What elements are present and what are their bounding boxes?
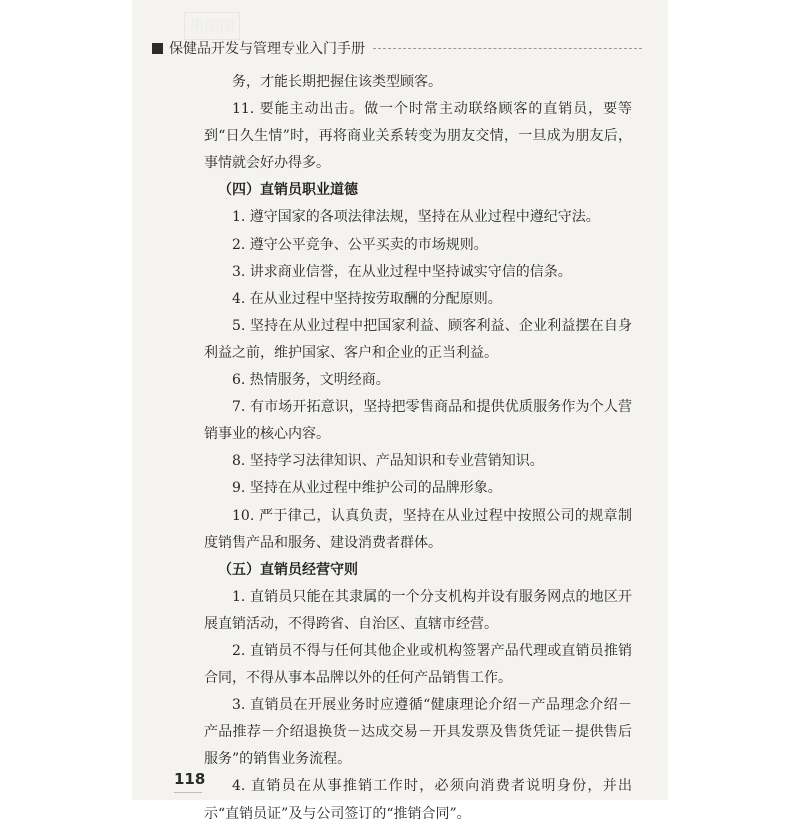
- page-number-rule: [174, 792, 202, 793]
- body-paragraph: 5. 坚持在从业过程中把国家利益、顾客利益、企业利益摆在自身利益之前，维护国家、客户和企业的正当利益。: [204, 317, 632, 361]
- header-dotted-rule: [373, 48, 642, 49]
- body-paragraph: 务，才能长期把握住该类型顾客。: [232, 74, 442, 90]
- book-page: [132, 0, 668, 822]
- page-body: [204, 69, 632, 828]
- watermark-mark: 果国国: [184, 12, 240, 40]
- body-paragraph: 10. 严于律己，认真负责，坚持在从业过程中按照公司的规章制度销售产品和服务、建设消费者群体。: [204, 507, 632, 551]
- body-paragraph: 8. 坚持学习法律知识、产品知识和专业营销知识。: [232, 453, 544, 470]
- body-paragraph: 3. 讲求商业信誉，在从业过程中坚持诚实守信的信条。: [232, 263, 572, 280]
- body-paragraph: 3. 直销员在开展业务时应遵循“健康理论介绍－产品理念介绍－产品推荐－介绍退换货－达成交易－开具发票及售货凭证－提供售后服务”的销售业务流程。: [204, 697, 632, 768]
- section-heading: （五）直销员经营守则: [218, 561, 358, 578]
- running-header: [152, 37, 642, 59]
- header-square-icon: [152, 43, 163, 54]
- body-paragraph: 11. 要能主动出击。做一个时常主动联络顾客的直销员，要等到“日久生情”时，再将商业关系转变为朋友交情，一旦成为朋友后，事情就会好办得多。: [204, 101, 632, 172]
- body-paragraph: 2. 直销员不得与任何其他企业或机构签署产品代理或直销员推销合同，不得从事本品牌以外的任何产品销售工作。: [204, 642, 632, 687]
- section-heading: （四）直销员职业道德: [218, 182, 358, 199]
- body-paragraph: 9. 坚持在从业过程中维护公司的品牌形象。: [232, 480, 502, 497]
- body-paragraph: 1. 遵守国家的各项法律法规，坚持在从业过程中遵纪守法。: [232, 209, 600, 226]
- body-paragraph: 4. 在从业过程中坚持按劳取酬的分配原则。: [232, 290, 502, 307]
- body-paragraph: 6. 热情服务，文明经商。: [232, 372, 390, 389]
- body-paragraph: 1. 直销员只能在其隶属的一个分支机构并设有服务网点的地区开展直销活动，不得跨省、自治区、直辖市经营。: [204, 588, 632, 632]
- page-number: 118: [174, 770, 206, 788]
- header-title: 保健品开发与管理专业入门手册: [169, 41, 365, 57]
- body-paragraph: 7. 有市场开拓意识，坚持把零售商品和提供优质服务作为个人营销事业的核心内容。: [204, 399, 632, 443]
- body-paragraph: 4. 直销员在从事推销工作时，必须向消费者说明身份，并出示“直销员证”及与公司签订的“推销合同”。: [204, 778, 632, 822]
- body-paragraph: 2. 遵守公平竞争、公平买卖的市场规则。: [232, 236, 488, 253]
